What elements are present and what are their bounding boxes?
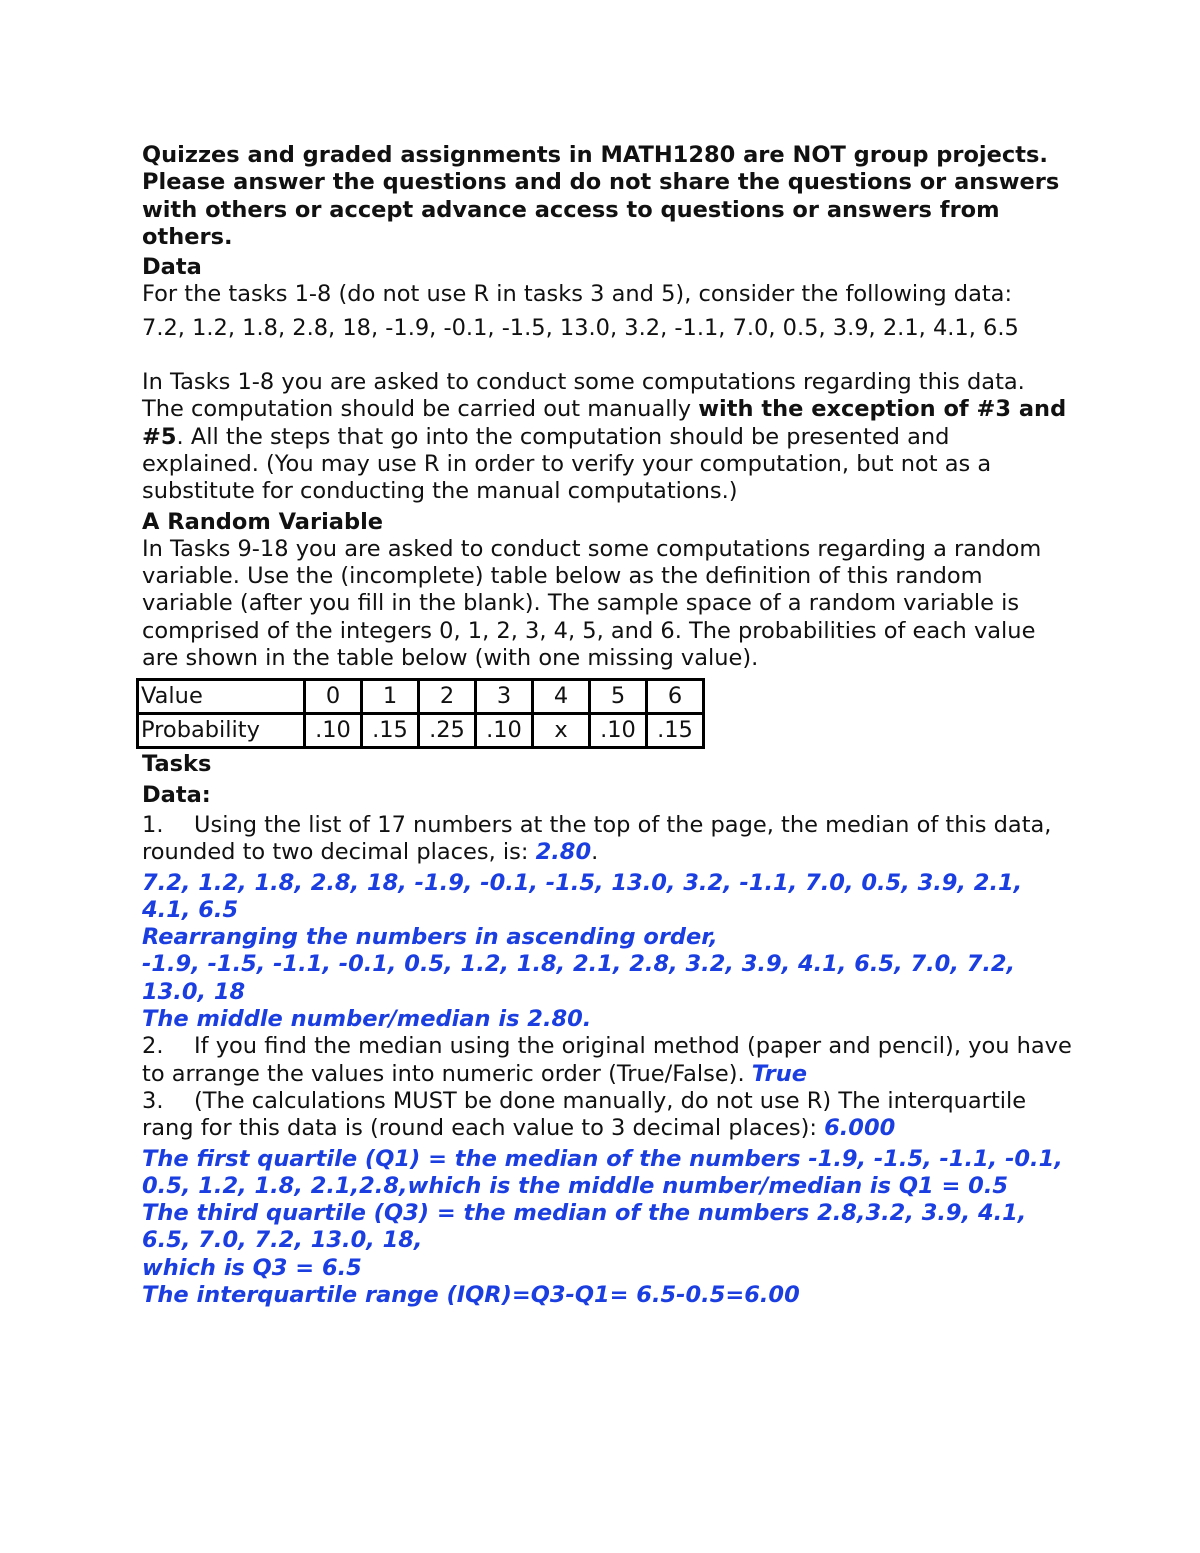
task-1-median-result: The middle number/median is 2.80. [142, 1006, 592, 1033]
task-3-third-quartile: The third quartile (Q3) = the median of the numbers 2.8,3.2, 3.9, 4.1, 6.5, 7.0, 7.2, 13.0, 18, [142, 1200, 1027, 1254]
instructions-part-b: . All the steps that go into the computation should be presented and explained. (You may use R in order to verify your computation, but not as a substitute for conducting the manual computations.) [142, 423, 992, 505]
data-heading: Data [142, 254, 202, 281]
task-1-answer: 2.80 [535, 839, 592, 866]
task-1-rearranging-note: Rearranging the numbers in ascending order, [142, 924, 718, 951]
tasks-heading: Tasks [142, 751, 212, 778]
value-cell: 0 [305, 680, 362, 714]
task-3-third-quartile-result: which is Q3 = 6.5 [142, 1254, 362, 1281]
task-3-first-quartile: The first quartile (Q1) = the median of the numbers -1.9, -1.5, -1.1, -0.1, 0.5, 1.2, 1.8, 2.1,2.8,which is the middle number/median is Q1 = 0.5 [142, 1145, 1063, 1199]
value-cell: 6 [647, 680, 704, 714]
probability-row [138, 714, 704, 748]
task-1-period: . [591, 839, 599, 866]
task-3-answer: 6.000 [824, 1115, 896, 1142]
task-1-question: Using the list of 17 numbers at the top of the page, the median of this data, rounded to two decimal places, is: [142, 811, 1052, 866]
random-variable-heading: A Random Variable [142, 508, 384, 535]
tasks-1-8-instructions [142, 369, 1072, 505]
probability-cell: .10 [476, 714, 533, 748]
random-variable-description: In Tasks 9-18 you are asked to conduct some computations regarding a random variable. Use the (incomplete) table below as the definition of this random variable (after you fill in the blank). The sample space of a random variable is comprised of the integers 0, 1, 2, 3, 4, 5, and 6. The probabilities of each value are shown in the table below (with one missing value). [142, 535, 1042, 672]
task-1-sorted-list: -1.9, -1.5, -1.1, -0.1, 0.5, 1.2, 1.8, 2.1, 2.8, 3.2, 3.9, 4.1, 6.5, 7.0, 7.2, 13.0, 18 [142, 951, 1016, 1005]
value-cell: 1 [362, 680, 419, 714]
document-content [142, 142, 1072, 1309]
instructions-part-a: In Tasks 1-8 you are asked to conduct some computations regarding this data. The computation should be carried out manually [142, 369, 1025, 423]
value-row [138, 680, 704, 714]
task-3 [142, 1088, 1072, 1143]
task-3-iqr-result: The interquartile range (IQR)=Q3-Q1= 6.5-0.5=6.00 [142, 1281, 800, 1308]
task-1-data-list: 7.2, 1.2, 1.8, 2.8, 18, -1.9, -0.1, -1.5, 13.0, 3.2, -1.1, 7.0, 0.5, 3.9, 2.1, 4.1, 6.5 [142, 869, 1023, 923]
probability-cell: .15 [362, 714, 419, 748]
task-2-question: If you find the median using the original method (paper and pencil), you have to arrange the values into numeric order (True/False). [142, 1033, 1072, 1087]
task-2-number: 2. [142, 1033, 164, 1060]
value-cell: 3 [476, 680, 533, 714]
task-2 [142, 1033, 1072, 1088]
instructions-exception: with the exception of #3 and #5 [142, 396, 1067, 450]
probability-cell: .10 [305, 714, 362, 748]
task-2-answer: True [751, 1060, 808, 1087]
probability-cell: .15 [647, 714, 704, 748]
task-1-number: 1. [142, 811, 164, 838]
task-3-number: 3. [142, 1087, 164, 1114]
academic-integrity-notice: Quizzes and graded assignments in MATH1280 are NOT group projects. Please answer the questions and do not share the questions or answers with others or accept advance access to questions or answers from others. [142, 142, 1060, 250]
probability-cell-missing: x [533, 714, 590, 748]
task-1 [142, 812, 1072, 867]
value-row-label: Value [138, 680, 305, 714]
probability-row-label: Probability [138, 714, 305, 748]
value-cell: 5 [590, 680, 647, 714]
value-cell: 2 [419, 680, 476, 714]
tasks-subheading: Data: [142, 781, 211, 808]
data-values: 7.2, 1.2, 1.8, 2.8, 18, -1.9, -0.1, -1.5, 13.0, 3.2, -1.1, 7.0, 0.5, 3.9, 2.1, 4.1, 6.5 [142, 314, 1019, 341]
task-3-question: (The calculations MUST be done manually, do not use R) The interquartile rang for this data is (round each value to 3 decimal places): [142, 1087, 1027, 1142]
probability-table [136, 678, 705, 749]
value-cell: 4 [533, 680, 590, 714]
probability-cell: .25 [419, 714, 476, 748]
data-instruction: For the tasks 1-8 (do not use R in tasks 3 and 5), consider the following data: [142, 281, 1013, 308]
probability-cell: .10 [590, 714, 647, 748]
